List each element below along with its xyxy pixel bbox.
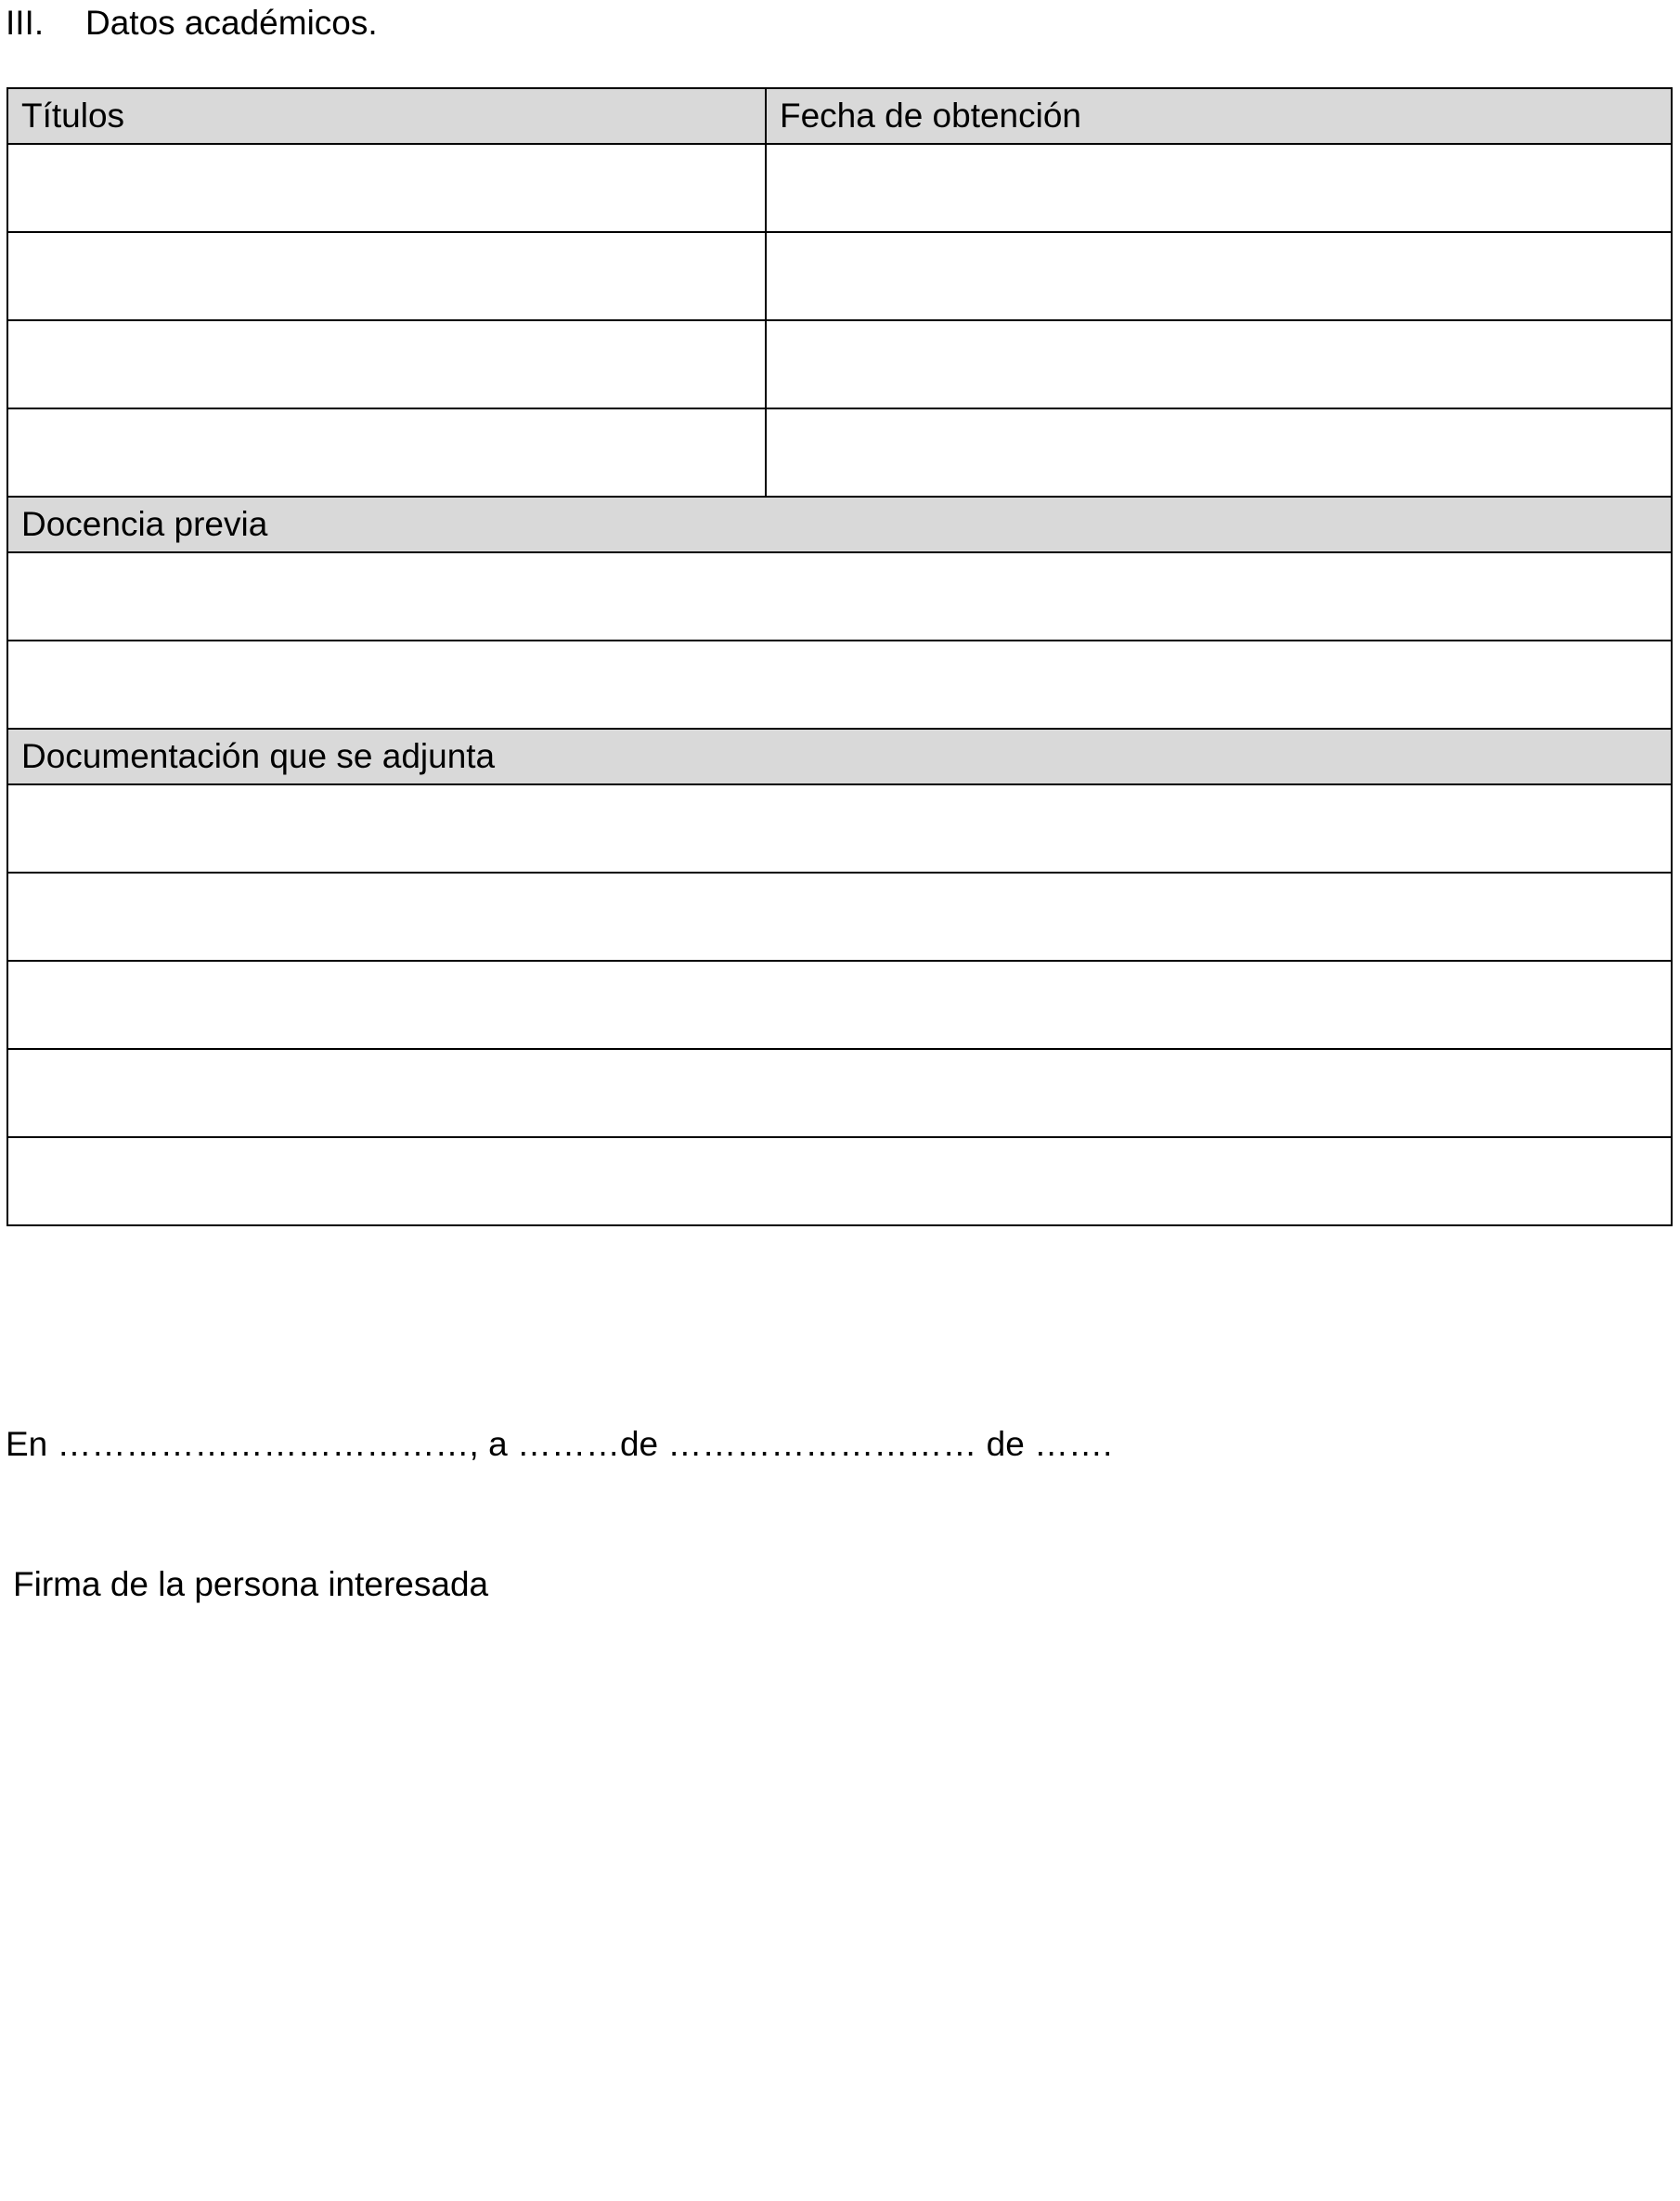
table-row <box>7 1137 1672 1225</box>
section-number: III. <box>6 4 45 42</box>
place-date-line: En ………………………………, a ………de ……………………… de ……. <box>6 1425 1113 1463</box>
docencia-previa-heading: Docencia previa <box>7 497 1672 552</box>
titulo-field[interactable] <box>7 144 766 232</box>
titulo-field[interactable] <box>7 408 766 497</box>
signature-label: Firma de la persona interesada <box>13 1565 489 1603</box>
table-row <box>7 961 1672 1049</box>
titles-header-row <box>7 88 1672 144</box>
table-row <box>7 320 1672 408</box>
table-row <box>7 232 1672 320</box>
documentacion-field[interactable] <box>7 784 1672 873</box>
table-row <box>7 552 1672 641</box>
fecha-obtencion-field[interactable] <box>766 144 1672 232</box>
documentacion-field[interactable] <box>7 1137 1672 1225</box>
table-row <box>7 408 1672 497</box>
fecha-obtencion-field[interactable] <box>766 232 1672 320</box>
documentacion-header-row <box>7 729 1672 784</box>
documentacion-adjunta-heading: Documentación que se adjunta <box>7 729 1672 784</box>
table-row <box>7 873 1672 961</box>
table-row <box>7 784 1672 873</box>
titulo-field[interactable] <box>7 320 766 408</box>
fecha-obtencion-field[interactable] <box>766 408 1672 497</box>
section-title: Datos académicos. <box>85 4 378 42</box>
section-heading <box>6 0 378 46</box>
academic-data-table <box>6 87 1673 1226</box>
documentacion-field[interactable] <box>7 873 1672 961</box>
titulo-field[interactable] <box>7 232 766 320</box>
documentacion-field[interactable] <box>7 961 1672 1049</box>
table-row <box>7 144 1672 232</box>
column-header-fecha-obtencion: Fecha de obtención <box>766 88 1672 144</box>
docencia-header-row <box>7 497 1672 552</box>
documentacion-field[interactable] <box>7 1049 1672 1137</box>
table-row <box>7 1049 1672 1137</box>
table-row <box>7 641 1672 729</box>
column-header-titulos: Títulos <box>7 88 766 144</box>
fecha-obtencion-field[interactable] <box>766 320 1672 408</box>
docencia-previa-field[interactable] <box>7 641 1672 729</box>
docencia-previa-field[interactable] <box>7 552 1672 641</box>
